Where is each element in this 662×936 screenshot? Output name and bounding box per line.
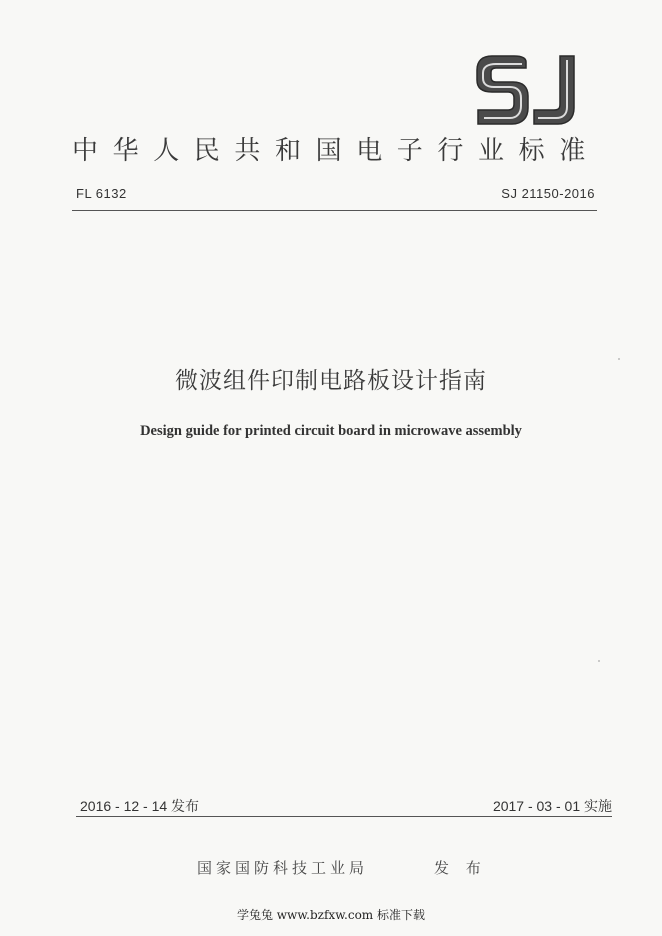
watermark-footer: 学兔兔 www.bzfxw.com 标准下载 bbox=[236, 908, 426, 922]
standard-number: SJ 21150-2016 bbox=[501, 186, 595, 201]
footer-divider bbox=[76, 816, 612, 817]
dates-row bbox=[76, 796, 612, 816]
industry-standard-heading: 中华人民共和国电子行业标准 bbox=[72, 136, 600, 166]
classification-code: FL 6132 bbox=[76, 186, 127, 201]
standard-meta-row bbox=[72, 186, 597, 206]
scan-speck bbox=[598, 660, 600, 662]
issue-label: 发 布 bbox=[434, 859, 487, 877]
logo-text bbox=[474, 126, 475, 127]
implementation-date: 2017 - 03 - 01 实施 bbox=[492, 798, 612, 814]
issuer-row bbox=[0, 857, 662, 879]
sj-logo-graphic bbox=[474, 54, 578, 126]
issue-date: 2016 - 12 - 14 发布 bbox=[80, 798, 200, 814]
issuing-authority: 国家国防科技工业局 bbox=[197, 859, 369, 877]
header-divider bbox=[72, 210, 597, 211]
english-title: Design guide for printed circuit board in microwave assembly bbox=[140, 423, 522, 439]
scan-speck bbox=[618, 358, 620, 360]
chinese-title: 微波组件印制电路板设计指南 bbox=[175, 368, 487, 394]
sj-logo bbox=[474, 54, 578, 126]
